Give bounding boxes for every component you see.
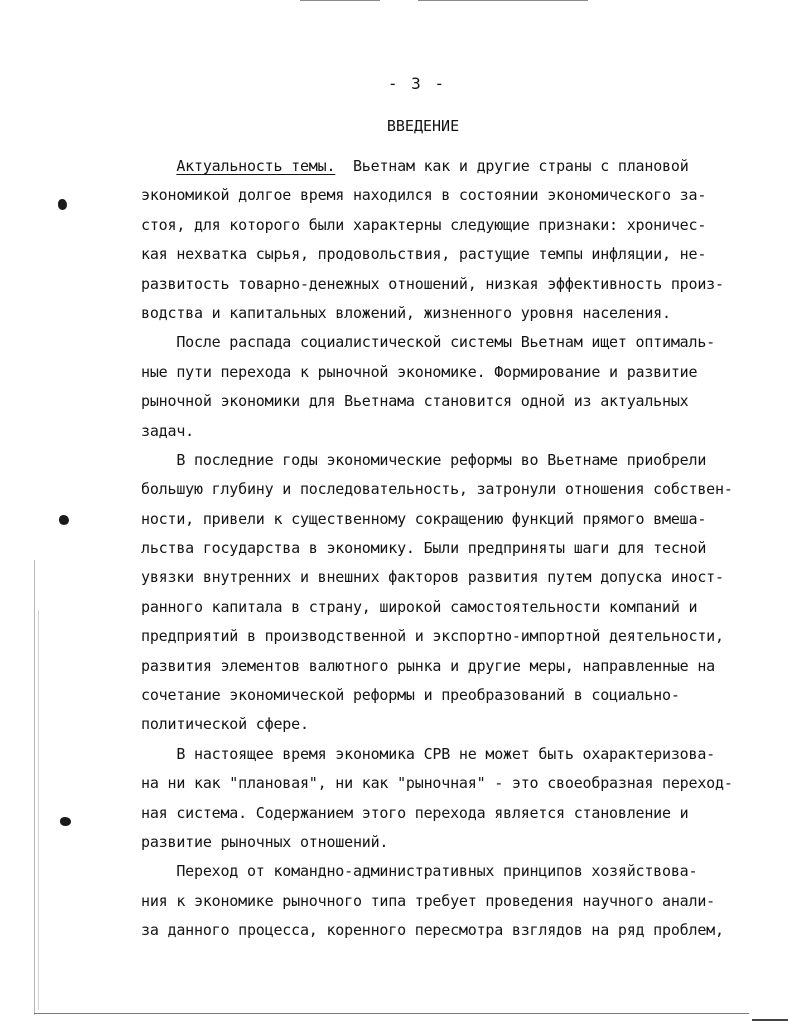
text-line: развитость товарно-денежных отношений, низкая эффективность произ- [141,274,724,293]
text-line: сочетание экономической реформы и преобразований в социально- [141,686,680,705]
text-line: ная система. Содержанием этого перехода является становление и [141,803,689,822]
text-line: льства государства в экономику. Были предприняты шаги для тесной [141,539,707,558]
text-line: После распада социалистической системы Вьетнам ищет оптималь- [141,333,715,352]
text-line: развития элементов валютного рынка и другие меры, направленные на [141,656,715,675]
text-line: политической сфере. [141,715,309,734]
scan-mark [752,1019,788,1021]
text-line: ности, привели к существенному сокращению функций прямого вмеша- [141,509,707,528]
punch-hole [59,515,69,525]
text-line: на ни как "плановая", ни как "рыночная" - это своеобразная переход- [141,774,733,793]
text-line: кая нехватка сырья, продовольствия, растущие темпы инфляции, не- [141,245,707,264]
punch-hole [58,199,67,210]
text-line: водства и капитальных вложений, жизненного уровня населения. [141,303,671,322]
scan-edge-line [418,0,588,1]
text-line: ранного капитала в страну, широкой самостоятельности компаний и [141,597,698,616]
topic-relevance-label: Актуальность темы. [176,157,336,175]
text-line: задач. [141,421,194,440]
text-line [141,152,761,181]
scan-edge-line [34,560,35,1015]
text-line: ные пути перехода к рыночной экономике. Формирование и развитие [141,362,698,381]
text-line: большую глубину и последовательность, затронули отношения собствен- [141,480,733,499]
text-line: увязки внутренних и внешних факторов развития путем допуска иност- [141,568,724,587]
text-line: В настоящее время экономика СРВ не может быть охарактеризова- [141,744,715,763]
scan-edge-line [34,1013,749,1014]
body-text [141,152,761,946]
scan-edge-line [300,0,380,1]
punch-hole [60,817,71,826]
text-line: стоя, для которого были характерны следующие признаки: хроничес- [141,215,707,234]
page-number: - 3 - [387,74,447,93]
section-heading: ВВЕДЕНИЕ [386,117,460,135]
text-line: экономикой долгое время находился в состоянии экономического за- [141,186,707,205]
text-line-rest: Вьетнам как и другие страны с плановой [335,157,689,175]
text-line: рыночной экономики для Вьетнама становится одной из актуальных [141,392,689,411]
text-line: Переход от командно-административных принципов хозяйствова- [141,862,698,881]
text-line: развитие рыночных отношений. [141,832,389,851]
scan-edge-line [38,610,39,1010]
text-line: В последние годы экономические реформы во Вьетнаме приобрели [141,450,707,469]
text-line: за данного процесса, коренного пересмотра взглядов на ряд проблем, [141,921,724,940]
text-line: ния к экономике рыночного типа требует проведения научного анали- [141,891,715,910]
text-line: предприятий в производственной и экспортно-импортной деятельности, [141,627,724,646]
